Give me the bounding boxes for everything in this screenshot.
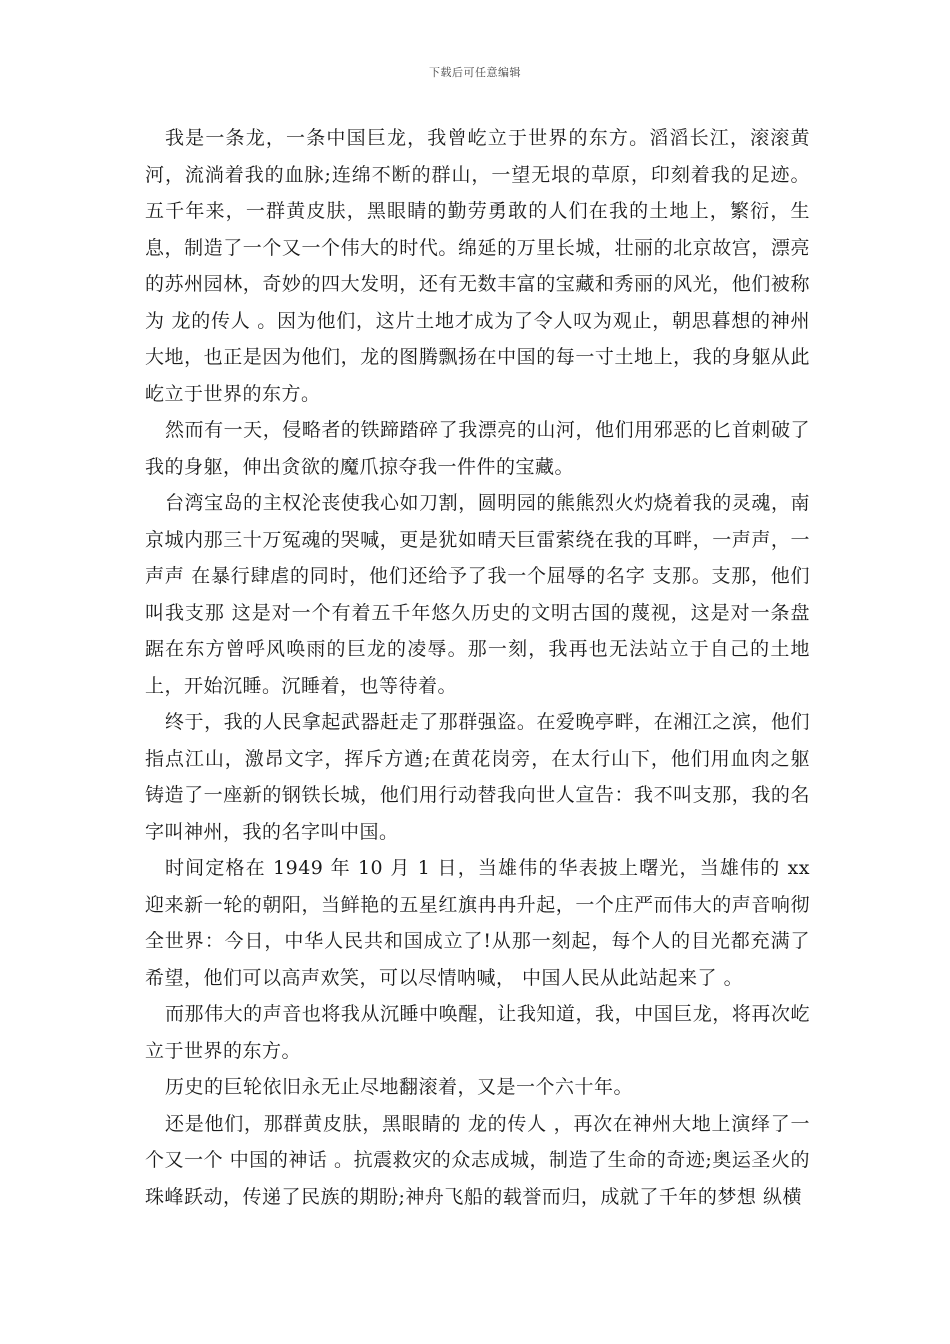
paragraph: 历史的巨轮依旧永无止尽地翻滚着，又是一个六十年。 xyxy=(165,1076,634,1098)
paragraph: 还是他们，那群黄皮肤，黑眼睛的 龙的传人 ，再次在神州大地上演绎了一个又一个 中国的神话 。抗震救灾的众志成城，制造了生命的奇迹;奥运圣火的珠峰跃动，传递了民族的期盼;神舟飞船的载誉而归，成就了千年的梦想 纵横 xyxy=(145,1112,810,1208)
article-body xyxy=(145,120,810,1215)
paragraph: 终于，我的人民拿起武器赶走了那群强盗。在爱晚亭畔，在湘江之滨，他们指点江山，激昂文字，挥斥方遒;在黄花岗旁，在太行山下，他们用血肉之躯铸造了一座新的钢铁长城，他们用行动替我向世人宣告：我不叫支那，我的名字叫神州，我的名字叫中国。 xyxy=(145,711,810,843)
page-header: 下载后可任意编辑 xyxy=(429,66,521,79)
paragraph: 而那伟大的声音也将我从沉睡中唤醒，让我知道，我，中国巨龙，将再次屹立于世界的东方。 xyxy=(145,1003,810,1062)
paragraph: 然而有一天，侵略者的铁蹄踏碎了我漂亮的山河，他们用邪恶的匕首刺破了我的身躯，伸出贪欲的魔爪掠夺我一件件的宝藏。 xyxy=(145,419,810,478)
paragraph: 台湾宝岛的主权沦丧使我心如刀割，圆明园的熊熊烈火灼烧着我的灵魂，南京城内那三十万冤魂的哭喊，更是犹如晴天巨雷萦绕在我的耳畔，一声声，一声声 在暴行肆虐的同时，他们还给予了我一个屈辱的名字 支那。支那，他们叫我支那 这是对一个有着五千年悠久历史的文明古国的蔑视，这是对一条盘踞在东方曾呼风唤雨的巨龙的凌辱。那一刻，我再也无法站立于自己的土地上，开始沉睡。沉睡着，也等待着。 xyxy=(145,492,810,697)
paragraph: 时间定格在 1949 年 10 月 1 日，当雄伟的华表披上曙光，当雄伟的 xx 迎来新一轮的朝阳，当鲜艳的五星红旗冉冉升起，一个庄严而伟大的声音响彻全世界：今日，中华人民共和国成立了!从那一刻起，每个人的目光都充满了希望，他们可以高声欢笑，可以尽情呐喊， 中国人民从此站起来了 。 xyxy=(145,857,810,989)
paragraph: 我是一条龙，一条中国巨龙，我曾屹立于世界的东方。滔滔长江，滚滚黄河，流淌着我的血脉;连绵不断的群山，一望无垠的草原，印刻着我的足迹。五千年来，一群黄皮肤，黑眼睛的勤劳勇敢的人们在我的土地上，繁衍，生息，制造了一个又一个伟大的时代。绵延的万里长城，壮丽的北京故宫，漂亮的苏州园林，奇妙的四大发明，还有无数丰富的宝藏和秀丽的风光，他们被称为 龙的传人 。因为他们，这片土地才成为了令人叹为观止，朝思暮想的神州大地，也正是因为他们，龙的图腾飘扬在中国的每一寸土地上，我的身躯从此屹立于世界的东方。 xyxy=(145,127,810,405)
